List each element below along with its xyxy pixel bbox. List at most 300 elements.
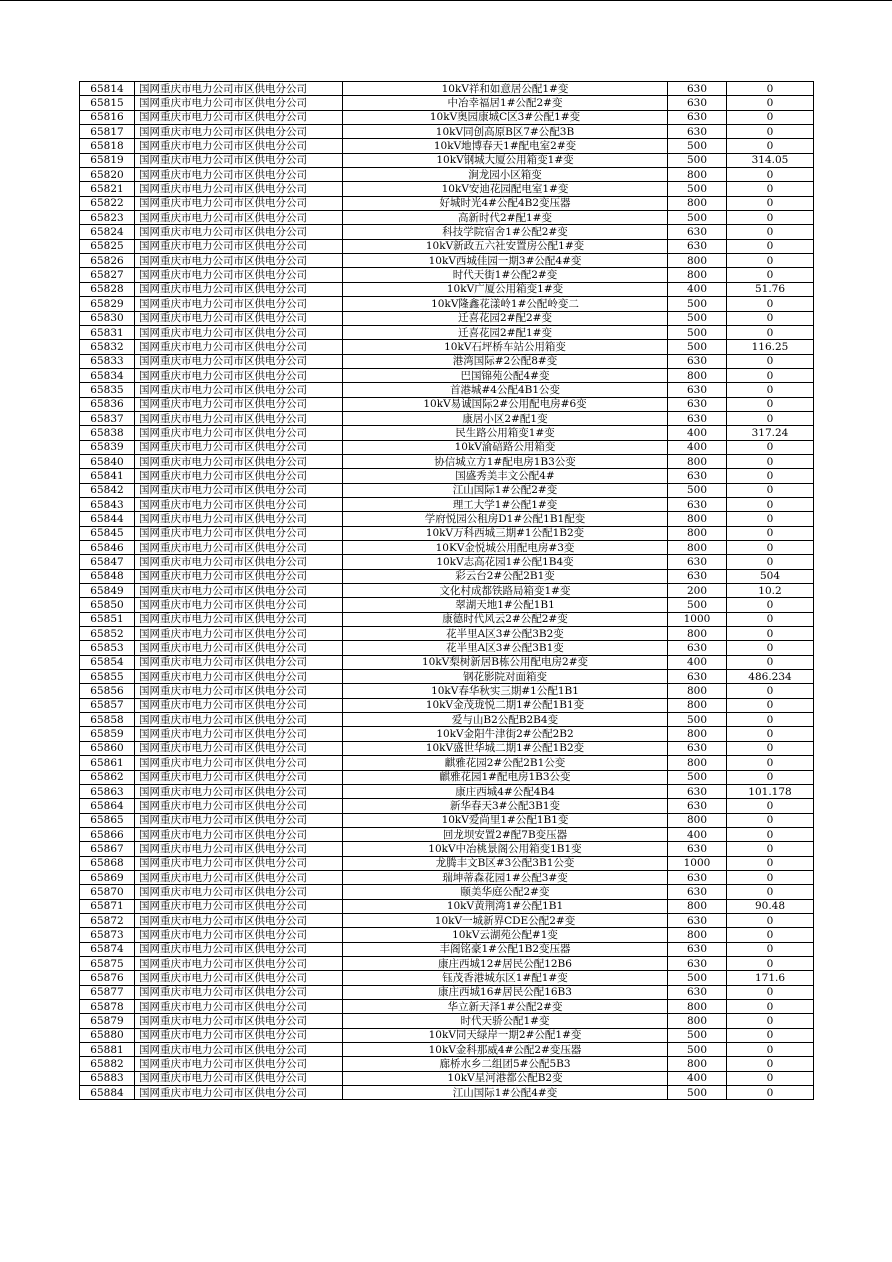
table-row bbox=[80, 1043, 814, 1057]
value-cell: 0 bbox=[727, 354, 814, 368]
capacity-cell: 800 bbox=[668, 368, 727, 382]
transformer-name-cell: 10kV石坪桥车站公用箱变 bbox=[343, 340, 668, 354]
value-cell: 0 bbox=[727, 928, 814, 942]
row-id-cell: 65850 bbox=[80, 598, 135, 612]
company-cell: 国网重庆市电力公司市区供电分公司 bbox=[135, 96, 343, 110]
value-cell: 0 bbox=[727, 268, 814, 282]
company-cell: 国网重庆市电力公司市区供电分公司 bbox=[135, 354, 343, 368]
table-row bbox=[80, 96, 814, 110]
row-id-cell: 65844 bbox=[80, 512, 135, 526]
row-id-cell: 65866 bbox=[80, 827, 135, 841]
value-cell: 0 bbox=[727, 168, 814, 182]
transformer-name-cell: 龙腾丰文B区#3公配3B1公变 bbox=[343, 856, 668, 870]
value-cell: 0 bbox=[727, 1000, 814, 1014]
table-row bbox=[80, 239, 814, 253]
company-cell: 国网重庆市电力公司市区供电分公司 bbox=[135, 82, 343, 96]
transformer-name-cell: 10kV志高花园1#公配1B4变 bbox=[343, 555, 668, 569]
company-cell: 国网重庆市电力公司市区供电分公司 bbox=[135, 713, 343, 727]
row-id-cell: 65870 bbox=[80, 885, 135, 899]
table-row bbox=[80, 612, 814, 626]
value-cell: 51.76 bbox=[727, 282, 814, 296]
company-cell: 国网重庆市电力公司市区供电分公司 bbox=[135, 842, 343, 856]
company-cell: 国网重庆市电力公司市区供电分公司 bbox=[135, 340, 343, 354]
table-row bbox=[80, 1071, 814, 1085]
capacity-cell: 630 bbox=[668, 82, 727, 96]
table-row bbox=[80, 655, 814, 669]
value-cell: 0 bbox=[727, 1071, 814, 1085]
company-cell: 国网重庆市电力公司市区供电分公司 bbox=[135, 110, 343, 124]
row-id-cell: 65860 bbox=[80, 741, 135, 755]
row-id-cell: 65852 bbox=[80, 627, 135, 641]
row-id-cell: 65861 bbox=[80, 756, 135, 770]
capacity-cell: 1000 bbox=[668, 856, 727, 870]
table-row bbox=[80, 483, 814, 497]
company-cell: 国网重庆市电力公司市区供电分公司 bbox=[135, 168, 343, 182]
transformer-name-cell: 好城时光4#公配4B2变压器 bbox=[343, 196, 668, 210]
table-row bbox=[80, 727, 814, 741]
table-row bbox=[80, 454, 814, 468]
table-row bbox=[80, 383, 814, 397]
row-id-cell: 65823 bbox=[80, 211, 135, 225]
transformer-name-cell: 时代天骄公配1#变 bbox=[343, 1014, 668, 1028]
table-row bbox=[80, 182, 814, 196]
company-cell: 国网重庆市电力公司市区供电分公司 bbox=[135, 383, 343, 397]
table-row bbox=[80, 641, 814, 655]
table-row bbox=[80, 440, 814, 454]
capacity-cell: 400 bbox=[668, 1071, 727, 1085]
transformer-name-cell: 文化村成都铁路局箱变1#变 bbox=[343, 584, 668, 598]
row-id-cell: 65879 bbox=[80, 1014, 135, 1028]
capacity-cell: 800 bbox=[668, 928, 727, 942]
company-cell: 国网重庆市电力公司市区供电分公司 bbox=[135, 225, 343, 239]
transformer-name-cell: 10kV盛世华城二期1#公配1B2变 bbox=[343, 741, 668, 755]
capacity-cell: 630 bbox=[668, 641, 727, 655]
table-row bbox=[80, 870, 814, 884]
value-cell: 0 bbox=[727, 196, 814, 210]
row-id-cell: 65824 bbox=[80, 225, 135, 239]
value-cell: 116.25 bbox=[727, 340, 814, 354]
transformer-name-cell: 港湾国际#2公配8#变 bbox=[343, 354, 668, 368]
capacity-cell: 800 bbox=[668, 1014, 727, 1028]
table-row bbox=[80, 842, 814, 856]
company-cell: 国网重庆市电力公司市区供电分公司 bbox=[135, 627, 343, 641]
capacity-cell: 800 bbox=[668, 196, 727, 210]
row-id-cell: 65815 bbox=[80, 96, 135, 110]
row-id-cell: 65818 bbox=[80, 139, 135, 153]
capacity-cell: 630 bbox=[668, 110, 727, 124]
row-id-cell: 65882 bbox=[80, 1057, 135, 1071]
transformer-name-cell: 康庄西城4#公配4B4 bbox=[343, 784, 668, 798]
company-cell: 国网重庆市电力公司市区供电分公司 bbox=[135, 1086, 343, 1100]
capacity-cell: 800 bbox=[668, 268, 727, 282]
value-cell: 317.24 bbox=[727, 426, 814, 440]
table-row bbox=[80, 469, 814, 483]
row-id-cell: 65817 bbox=[80, 125, 135, 139]
row-id-cell: 65881 bbox=[80, 1043, 135, 1057]
value-cell: 0 bbox=[727, 182, 814, 196]
row-id-cell: 65871 bbox=[80, 899, 135, 913]
value-cell: 0 bbox=[727, 526, 814, 540]
capacity-cell: 800 bbox=[668, 512, 727, 526]
transformer-name-cell: 首港城#4公配4B1公变 bbox=[343, 383, 668, 397]
value-cell: 0 bbox=[727, 770, 814, 784]
transformer-name-cell: 江山国际1#公配4#变 bbox=[343, 1086, 668, 1100]
row-id-cell: 65841 bbox=[80, 469, 135, 483]
transformer-name-cell: 10kV爱尚里1#公配1B1变 bbox=[343, 813, 668, 827]
row-id-cell: 65822 bbox=[80, 196, 135, 210]
company-cell: 国网重庆市电力公司市区供电分公司 bbox=[135, 741, 343, 755]
capacity-cell: 630 bbox=[668, 354, 727, 368]
value-cell: 0 bbox=[727, 311, 814, 325]
row-id-cell: 65872 bbox=[80, 913, 135, 927]
company-cell: 国网重庆市电力公司市区供电分公司 bbox=[135, 125, 343, 139]
company-cell: 国网重庆市电力公司市区供电分公司 bbox=[135, 397, 343, 411]
company-cell: 国网重庆市电力公司市区供电分公司 bbox=[135, 770, 343, 784]
table-row bbox=[80, 497, 814, 511]
row-id-cell: 65875 bbox=[80, 956, 135, 970]
value-cell: 0 bbox=[727, 956, 814, 970]
table-row bbox=[80, 340, 814, 354]
capacity-cell: 800 bbox=[668, 756, 727, 770]
transformer-name-cell: 华立新天泽1#公配2#变 bbox=[343, 1000, 668, 1014]
value-cell: 0 bbox=[727, 713, 814, 727]
company-cell: 国网重庆市电力公司市区供电分公司 bbox=[135, 870, 343, 884]
transformer-name-cell: 10kV金阳牛津街2#公配2B2 bbox=[343, 727, 668, 741]
transformer-name-cell: 康庄西城12#居民公配12B6 bbox=[343, 956, 668, 970]
table-row bbox=[80, 584, 814, 598]
value-cell: 0 bbox=[727, 827, 814, 841]
value-cell: 486.234 bbox=[727, 670, 814, 684]
row-id-cell: 65828 bbox=[80, 282, 135, 296]
value-cell: 0 bbox=[727, 612, 814, 626]
row-id-cell: 65829 bbox=[80, 297, 135, 311]
value-cell: 0 bbox=[727, 225, 814, 239]
row-id-cell: 65820 bbox=[80, 168, 135, 182]
capacity-cell: 800 bbox=[668, 684, 727, 698]
company-cell: 国网重庆市电力公司市区供电分公司 bbox=[135, 913, 343, 927]
capacity-cell: 630 bbox=[668, 497, 727, 511]
table-row bbox=[80, 555, 814, 569]
row-id-cell: 65849 bbox=[80, 584, 135, 598]
value-cell: 0 bbox=[727, 96, 814, 110]
transformer-name-cell: 康居小区2#配1变 bbox=[343, 411, 668, 425]
value-cell: 0 bbox=[727, 1014, 814, 1028]
row-id-cell: 65868 bbox=[80, 856, 135, 870]
capacity-cell: 800 bbox=[668, 254, 727, 268]
row-id-cell: 65863 bbox=[80, 784, 135, 798]
company-cell: 国网重庆市电力公司市区供电分公司 bbox=[135, 182, 343, 196]
row-id-cell: 65876 bbox=[80, 971, 135, 985]
transformer-name-cell: 10kV春华秋实三期#1公配1B1 bbox=[343, 684, 668, 698]
transformer-name-cell: 10kV奥园康城C区3#公配1#变 bbox=[343, 110, 668, 124]
transformer-name-cell: 10kV梨树新居B栋公用配电房2#变 bbox=[343, 655, 668, 669]
value-cell: 0 bbox=[727, 497, 814, 511]
company-cell: 国网重庆市电力公司市区供电分公司 bbox=[135, 239, 343, 253]
value-cell: 0 bbox=[727, 1086, 814, 1100]
transformer-name-cell: 丰阁铭豪1#公配1B2变压器 bbox=[343, 942, 668, 956]
table-row bbox=[80, 899, 814, 913]
transformer-name-cell: 10kV祥和如意居公配1#变 bbox=[343, 82, 668, 96]
capacity-cell: 500 bbox=[668, 311, 727, 325]
transformer-name-cell: 涧龙园小区箱变 bbox=[343, 168, 668, 182]
row-id-cell: 65831 bbox=[80, 325, 135, 339]
value-cell: 0 bbox=[727, 942, 814, 956]
capacity-cell: 500 bbox=[668, 971, 727, 985]
row-id-cell: 65827 bbox=[80, 268, 135, 282]
transformer-name-cell: 迁喜花园2#配2#变 bbox=[343, 311, 668, 325]
value-cell: 0 bbox=[727, 1057, 814, 1071]
table-row bbox=[80, 741, 814, 755]
company-cell: 国网重庆市电力公司市区供电分公司 bbox=[135, 268, 343, 282]
capacity-cell: 800 bbox=[668, 627, 727, 641]
value-cell: 0 bbox=[727, 813, 814, 827]
value-cell: 0 bbox=[727, 627, 814, 641]
table-row bbox=[80, 541, 814, 555]
transformer-name-cell: 10kV新政五六社安置房公配1#变 bbox=[343, 239, 668, 253]
transformer-name-cell: 高新时代2#配1#变 bbox=[343, 211, 668, 225]
value-cell: 0 bbox=[727, 110, 814, 124]
row-id-cell: 65825 bbox=[80, 239, 135, 253]
table-row bbox=[80, 411, 814, 425]
capacity-cell: 500 bbox=[668, 153, 727, 167]
value-cell: 0 bbox=[727, 297, 814, 311]
company-cell: 国网重庆市电力公司市区供电分公司 bbox=[135, 641, 343, 655]
row-id-cell: 65847 bbox=[80, 555, 135, 569]
capacity-cell: 800 bbox=[668, 526, 727, 540]
transformer-name-cell: 康德时代风云2#公配2#变 bbox=[343, 612, 668, 626]
row-id-cell: 65878 bbox=[80, 1000, 135, 1014]
row-id-cell: 65838 bbox=[80, 426, 135, 440]
transformer-name-cell: 康庄西城16#居民公配16B3 bbox=[343, 985, 668, 999]
value-cell: 0 bbox=[727, 541, 814, 555]
transformer-name-cell: 10KV金悦城公用配电房#3变 bbox=[343, 541, 668, 555]
company-cell: 国网重庆市电力公司市区供电分公司 bbox=[135, 698, 343, 712]
capacity-cell: 630 bbox=[668, 956, 727, 970]
value-cell: 0 bbox=[727, 985, 814, 999]
row-id-cell: 65821 bbox=[80, 182, 135, 196]
table-row bbox=[80, 1028, 814, 1042]
transformer-name-cell: 协信城立方1#配电房1B3公变 bbox=[343, 454, 668, 468]
table-row bbox=[80, 211, 814, 225]
capacity-cell: 400 bbox=[668, 282, 727, 296]
row-id-cell: 65853 bbox=[80, 641, 135, 655]
transformer-name-cell: 10kV一城新界CDE公配2#变 bbox=[343, 913, 668, 927]
company-cell: 国网重庆市电力公司市区供电分公司 bbox=[135, 211, 343, 225]
table-row bbox=[80, 354, 814, 368]
table-row bbox=[80, 569, 814, 583]
value-cell: 0 bbox=[727, 799, 814, 813]
transformer-name-cell: 科技学院宿舍1#公配2#变 bbox=[343, 225, 668, 239]
table-row bbox=[80, 756, 814, 770]
capacity-cell: 630 bbox=[668, 469, 727, 483]
capacity-cell: 500 bbox=[668, 1028, 727, 1042]
table-row bbox=[80, 627, 814, 641]
capacity-cell: 630 bbox=[668, 842, 727, 856]
transformer-name-cell: 麒雅花园2#公配2B1公变 bbox=[343, 756, 668, 770]
transformer-name-cell: 颐美华庭公配2#变 bbox=[343, 885, 668, 899]
capacity-cell: 630 bbox=[668, 225, 727, 239]
capacity-cell: 500 bbox=[668, 340, 727, 354]
table-row bbox=[80, 1086, 814, 1100]
row-id-cell: 65873 bbox=[80, 928, 135, 942]
transformer-name-cell: 翠湖天地1#公配1B1 bbox=[343, 598, 668, 612]
row-id-cell: 65819 bbox=[80, 153, 135, 167]
table-row bbox=[80, 942, 814, 956]
value-cell: 0 bbox=[727, 469, 814, 483]
transformer-name-cell: 江山国际1#公配2#变 bbox=[343, 483, 668, 497]
table-row bbox=[80, 125, 814, 139]
table-row bbox=[80, 311, 814, 325]
value-cell: 101.178 bbox=[727, 784, 814, 798]
company-cell: 国网重庆市电力公司市区供电分公司 bbox=[135, 1014, 343, 1028]
table-row bbox=[80, 225, 814, 239]
table-row bbox=[80, 698, 814, 712]
capacity-cell: 800 bbox=[668, 899, 727, 913]
company-cell: 国网重庆市电力公司市区供电分公司 bbox=[135, 497, 343, 511]
value-cell: 0 bbox=[727, 856, 814, 870]
company-cell: 国网重庆市电力公司市区供电分公司 bbox=[135, 856, 343, 870]
company-cell: 国网重庆市电力公司市区供电分公司 bbox=[135, 469, 343, 483]
transformer-name-cell: 新华春天3#公配3B1变 bbox=[343, 799, 668, 813]
value-cell: 0 bbox=[727, 512, 814, 526]
value-cell: 0 bbox=[727, 483, 814, 497]
capacity-cell: 630 bbox=[668, 383, 727, 397]
row-id-cell: 65884 bbox=[80, 1086, 135, 1100]
company-cell: 国网重庆市电力公司市区供电分公司 bbox=[135, 1000, 343, 1014]
row-id-cell: 65837 bbox=[80, 411, 135, 425]
row-id-cell: 65832 bbox=[80, 340, 135, 354]
company-cell: 国网重庆市电力公司市区供电分公司 bbox=[135, 670, 343, 684]
capacity-cell: 630 bbox=[668, 670, 727, 684]
capacity-cell: 500 bbox=[668, 182, 727, 196]
company-cell: 国网重庆市电力公司市区供电分公司 bbox=[135, 282, 343, 296]
transformer-table bbox=[79, 81, 814, 1100]
company-cell: 国网重庆市电力公司市区供电分公司 bbox=[135, 1057, 343, 1071]
company-cell: 国网重庆市电力公司市区供电分公司 bbox=[135, 411, 343, 425]
company-cell: 国网重庆市电力公司市区供电分公司 bbox=[135, 985, 343, 999]
company-cell: 国网重庆市电力公司市区供电分公司 bbox=[135, 885, 343, 899]
capacity-cell: 630 bbox=[668, 784, 727, 798]
table-row bbox=[80, 971, 814, 985]
company-cell: 国网重庆市电力公司市区供电分公司 bbox=[135, 899, 343, 913]
company-cell: 国网重庆市电力公司市区供电分公司 bbox=[135, 555, 343, 569]
table-row bbox=[80, 598, 814, 612]
transformer-name-cell: 花半里A区3#公配3B1变 bbox=[343, 641, 668, 655]
transformer-name-cell: 麒雅花园1#配电房1B3公变 bbox=[343, 770, 668, 784]
transformer-name-cell: 民生路公用箱变1#变 bbox=[343, 426, 668, 440]
company-cell: 国网重庆市电力公司市区供电分公司 bbox=[135, 483, 343, 497]
capacity-cell: 800 bbox=[668, 168, 727, 182]
row-id-cell: 65856 bbox=[80, 684, 135, 698]
table-row bbox=[80, 282, 814, 296]
transformer-name-cell: 廊桥水乡二组团5#公配5B3 bbox=[343, 1057, 668, 1071]
company-cell: 国网重庆市电力公司市区供电分公司 bbox=[135, 526, 343, 540]
company-cell: 国网重庆市电力公司市区供电分公司 bbox=[135, 426, 343, 440]
transformer-name-cell: 10kV云湖苑公配#1变 bbox=[343, 928, 668, 942]
table-row bbox=[80, 885, 814, 899]
transformer-name-cell: 理工大学1#公配1#变 bbox=[343, 497, 668, 511]
row-id-cell: 65848 bbox=[80, 569, 135, 583]
company-cell: 国网重庆市电力公司市区供电分公司 bbox=[135, 297, 343, 311]
capacity-cell: 400 bbox=[668, 655, 727, 669]
capacity-cell: 630 bbox=[668, 741, 727, 755]
value-cell: 0 bbox=[727, 741, 814, 755]
transformer-name-cell: 10kV西城佳园一期3#公配4#变 bbox=[343, 254, 668, 268]
capacity-cell: 500 bbox=[668, 770, 727, 784]
capacity-cell: 500 bbox=[668, 1043, 727, 1057]
company-cell: 国网重庆市电力公司市区供电分公司 bbox=[135, 584, 343, 598]
table-row bbox=[80, 254, 814, 268]
value-cell: 0 bbox=[727, 383, 814, 397]
company-cell: 国网重庆市电力公司市区供电分公司 bbox=[135, 1071, 343, 1085]
company-cell: 国网重庆市电力公司市区供电分公司 bbox=[135, 928, 343, 942]
value-cell: 0 bbox=[727, 1043, 814, 1057]
page-top-rule bbox=[0, 0, 892, 1]
company-cell: 国网重庆市电力公司市区供电分公司 bbox=[135, 139, 343, 153]
table-row bbox=[80, 325, 814, 339]
capacity-cell: 800 bbox=[668, 727, 727, 741]
table-row bbox=[80, 368, 814, 382]
row-id-cell: 65845 bbox=[80, 526, 135, 540]
capacity-cell: 500 bbox=[668, 297, 727, 311]
company-cell: 国网重庆市电力公司市区供电分公司 bbox=[135, 454, 343, 468]
table-row bbox=[80, 1014, 814, 1028]
capacity-cell: 630 bbox=[668, 870, 727, 884]
table-row bbox=[80, 526, 814, 540]
value-cell: 0 bbox=[727, 325, 814, 339]
company-cell: 国网重庆市电力公司市区供电分公司 bbox=[135, 196, 343, 210]
transformer-name-cell: 10kV中冶桃景阁公用箱变1B1变 bbox=[343, 842, 668, 856]
company-cell: 国网重庆市电力公司市区供电分公司 bbox=[135, 325, 343, 339]
value-cell: 0 bbox=[727, 125, 814, 139]
company-cell: 国网重庆市电力公司市区供电分公司 bbox=[135, 971, 343, 985]
transformer-name-cell: 10kV安迪花园配电室1#变 bbox=[343, 182, 668, 196]
value-cell: 0 bbox=[727, 641, 814, 655]
capacity-cell: 630 bbox=[668, 397, 727, 411]
capacity-cell: 1000 bbox=[668, 612, 727, 626]
table-row bbox=[80, 139, 814, 153]
value-cell: 10.2 bbox=[727, 584, 814, 598]
company-cell: 国网重庆市电力公司市区供电分公司 bbox=[135, 512, 343, 526]
row-id-cell: 65816 bbox=[80, 110, 135, 124]
row-id-cell: 65830 bbox=[80, 311, 135, 325]
value-cell: 0 bbox=[727, 1028, 814, 1042]
value-cell: 171.6 bbox=[727, 971, 814, 985]
transformer-name-cell: 爱与山B2公配B2B4变 bbox=[343, 713, 668, 727]
row-id-cell: 65855 bbox=[80, 670, 135, 684]
company-cell: 国网重庆市电力公司市区供电分公司 bbox=[135, 813, 343, 827]
table-row bbox=[80, 770, 814, 784]
capacity-cell: 630 bbox=[668, 799, 727, 813]
capacity-cell: 800 bbox=[668, 1057, 727, 1071]
value-cell: 0 bbox=[727, 139, 814, 153]
table-row bbox=[80, 397, 814, 411]
capacity-cell: 630 bbox=[668, 411, 727, 425]
value-cell: 0 bbox=[727, 727, 814, 741]
row-id-cell: 65864 bbox=[80, 799, 135, 813]
capacity-cell: 400 bbox=[668, 440, 727, 454]
company-cell: 国网重庆市电力公司市区供电分公司 bbox=[135, 655, 343, 669]
capacity-cell: 500 bbox=[668, 139, 727, 153]
table-row bbox=[80, 813, 814, 827]
table-row bbox=[80, 827, 814, 841]
value-cell: 0 bbox=[727, 885, 814, 899]
capacity-cell: 800 bbox=[668, 698, 727, 712]
value-cell: 0 bbox=[727, 440, 814, 454]
table-row bbox=[80, 713, 814, 727]
value-cell: 0 bbox=[727, 698, 814, 712]
company-cell: 国网重庆市电力公司市区供电分公司 bbox=[135, 541, 343, 555]
